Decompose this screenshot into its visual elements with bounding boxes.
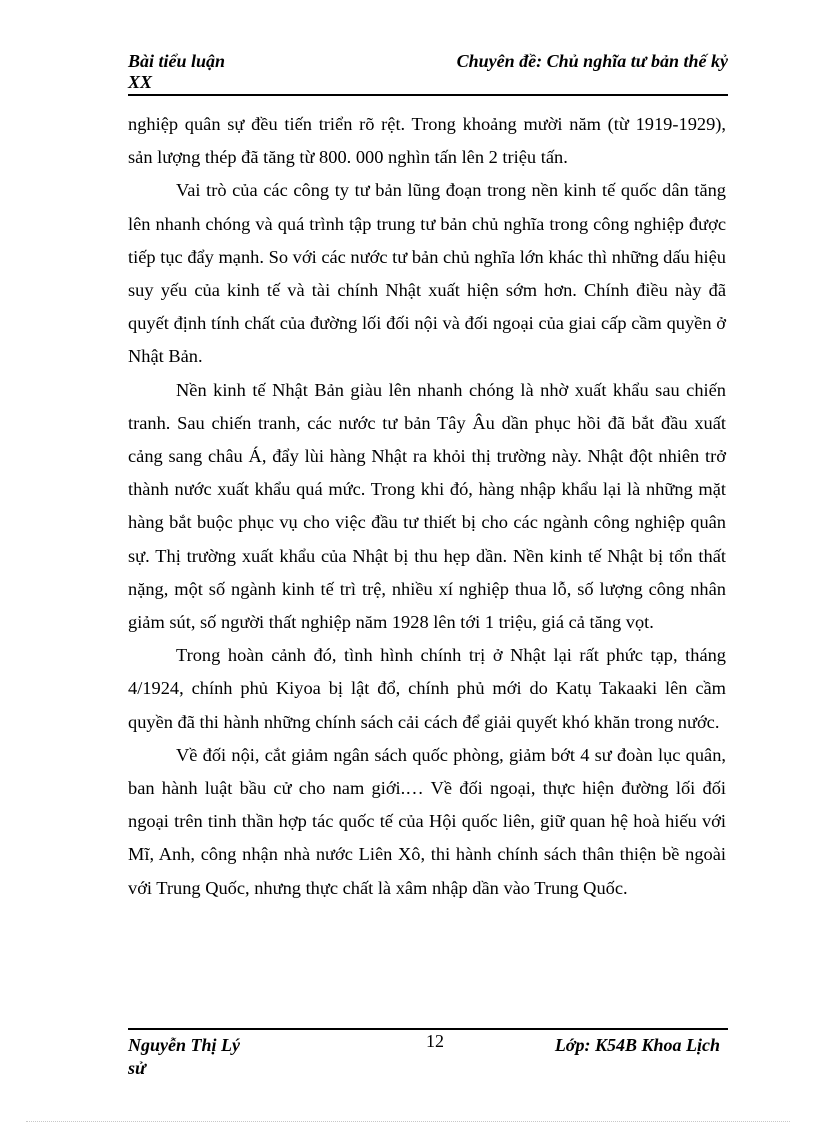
page-header [128, 46, 728, 96]
page-number: 12 [426, 1031, 444, 1051]
header-title-continuation: XX [128, 72, 153, 92]
paragraph: Về đối nội, cắt giảm ngân sách quốc phòng, giảm bớt 4 sư đoàn lục quân, ban hành luật bầu cử cho nam giới.… Về đối ngoại, thực hiện đường lối đối ngoại trên tinh thần hợp tác quốc tế của Hội quốc liên, giữ quan hệ hoà hiếu với Mĩ, Anh, công nhận nhà nước Liên Xô, thi hành chính sách thân thiện bề ngoài với Trung Quốc, nhưng thực chất là xâm nhập dần vào Trung Quốc. [128, 744, 726, 898]
page-edge-divider [26, 1121, 790, 1122]
footer-class: Lớp: K54B Khoa Lịch [554, 1035, 720, 1055]
body-text [128, 108, 726, 905]
header-topic: Chuyên đề: Chủ nghĩa tư bản thế kỷ [456, 51, 728, 71]
header-title: Bài tiểu luận [128, 51, 226, 71]
paragraph: Vai trò của các công ty tư bản lũng đoạn trong nền kinh tế quốc dân tăng lên nhanh chóng và quá trình tập trung tư bản chủ nghĩa trong công nghiệp được tiếp tục đẩy mạnh. So với các nước tư bản chủ nghĩa lớn khác thì những dấu hiệu suy yếu của kinh tế và tài chính Nhật xuất hiện sớm hơn. Chính điều này đã quyết định tính chất của đường lối đối nội và đối ngoại của giai cấp cầm quyền ở Nhật Bản. [128, 180, 726, 367]
paragraph: Trong hoàn cảnh đó, tình hình chính trị ở Nhật lại rất phức tạp, tháng 4/1924, chính phủ Kiyoa bị lật đổ, chính phủ mới do Katụ Takaaki lên cầm quyền đã thi hành những chính sách cải cách để giải quyết khó khăn trong nước. [128, 645, 726, 732]
footer-author-continuation: sử [128, 1058, 146, 1078]
page-footer [128, 1028, 728, 1082]
paragraph: Nền kinh tế Nhật Bản giàu lên nhanh chóng là nhờ xuất khẩu sau chiến tranh. Sau chiến tranh, các nước tư bản Tây Âu dần phục hồi đã bắt đầu xuất cảng sang châu Á, đẩy lùi hàng Nhật ra khỏi thị trường này. Nhật đột nhiên trở thành nước xuất khẩu quá mức. Trong khi đó, hàng nhập khẩu lại là những mặt hàng bắt buộc phục vụ cho việc đầu tư thiết bị cho các ngành công nghiệp quân sự. Thị trường xuất khẩu của Nhật bị thu hẹp dần. Nền kinh tế Nhật bị tổn thất nặng, một số ngành kinh tế trì trệ, nhiều xí nghiệp thua lỗ, số lượng công nhân giảm sút, số người thất nghiệp năm 1928 lên tới 1 triệu, giá cả tăng vọt. [128, 379, 726, 633]
paragraph: nghiệp quân sự đều tiến triển rõ rệt. Trong khoảng mười năm (từ 1919-1929), sản lượng thép đã tăng từ 800. 000 nghìn tấn lên 2 triệu tấn. [128, 114, 726, 168]
footer-author: Nguyễn Thị Lý [128, 1035, 240, 1055]
